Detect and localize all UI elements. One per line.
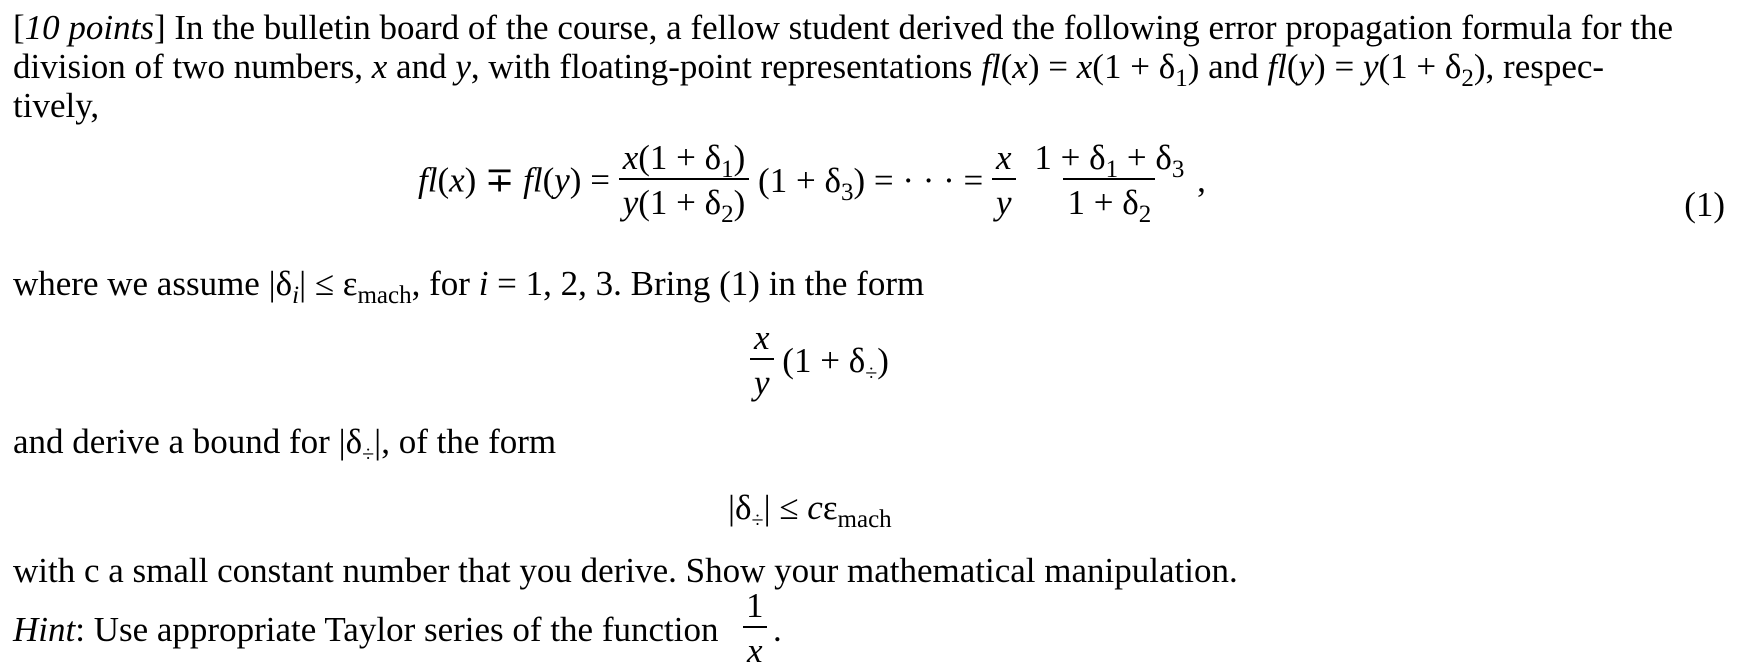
problem-line-3 (13, 88, 99, 123)
text-segment: division of two numbers, (13, 47, 372, 86)
var-y: y (455, 47, 471, 86)
text-segment: = 1, 2, 3. Bring (1) in the form (488, 264, 925, 303)
text-segment: and derive a bound for (13, 422, 339, 461)
points-label: 10 points (24, 8, 154, 47)
problem-line-6 (13, 553, 1238, 588)
target-form: $\frac{x}{y}$ $(1 + \delta_\div)$ (750, 320, 889, 400)
problem-line-5 (13, 422, 557, 466)
problem-line-4 (13, 264, 925, 309)
var-x: x (371, 47, 388, 86)
fraction: $\frac{1}{x}$ (742, 588, 768, 668)
var-i: i (478, 264, 489, 303)
hint-label: Hint (13, 610, 76, 649)
problem-text-1: In the bulletin board of the course, a fellow student derived the following error propagation formula for the (165, 8, 1674, 47)
fl-x-representation: $fl(x) = x(1 + \delta_1)$ (981, 47, 1200, 92)
text-segment: where we assume (13, 264, 269, 303)
fraction-ratio: $\frac{x(1 + \delta_1)}{y(1 + \delta_2)}$ (619, 140, 750, 220)
text-segment: , respec- (1485, 47, 1605, 86)
equation-number: (1) (1684, 185, 1725, 224)
problem-line-1: [10 points] In the bulletin board of the course, a fellow student derived the following error propagation formula for the (13, 8, 1674, 47)
fraction-x-over-y: $\frac{x}{y}$ (750, 320, 774, 400)
problem-line-2 (13, 47, 1605, 92)
hint-period: . (773, 610, 782, 649)
delta-div-abs: $|\delta_\div|$ (338, 422, 382, 466)
text-segment: and (1199, 47, 1268, 86)
text-segment: , with floating-point representations (470, 47, 982, 86)
text-segment: with c a small constant number that you derive. Show your mathematical manipulation. (13, 551, 1238, 590)
text-segment: and (387, 47, 456, 86)
delta-i-bound: $|\delta_i| \le \varepsilon_{mach}$ (268, 264, 412, 309)
fraction-x-over-y: $\frac{x}{y}$ (992, 140, 1016, 220)
bound-form: $|\delta_\div| \le c\varepsilon_{mach}$ (728, 488, 892, 533)
fl-y-representation: $fl(y) = y(1 + \delta_2)$ (1267, 47, 1486, 92)
text-segment: : Use appropriate Taylor series of the function (75, 610, 719, 649)
hint-line (13, 612, 718, 647)
text-segment: , of the form (381, 422, 557, 461)
fraction-one-over-x (742, 588, 768, 668)
fraction-deltas: $\frac{1 + \delta_1 + \delta_3}{1 + \delta_2}$ (1034, 138, 1185, 228)
text-segment: , for (411, 264, 479, 303)
equation-1: fl(x) ∓ fl(y) = $\frac{x(1 + \delta_1)}{y(1 + \delta_2)}$ $(1 + \delta_3)$ = · · · = $\frac{x}{y}$ $\frac{1 + \delta_1 + \delta_3}{1 + \delta_2}$ , (418, 138, 1206, 228)
text-segment: tively, (13, 86, 100, 125)
